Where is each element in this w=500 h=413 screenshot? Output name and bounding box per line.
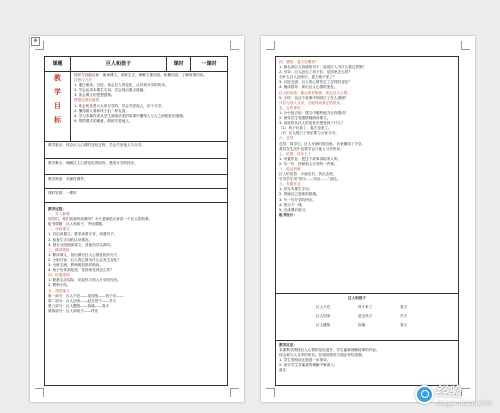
crop-mark xyxy=(461,41,470,50)
text-line: 3. 体会课文的思想感情。 xyxy=(74,93,115,98)
text-line: 引导学生用“因为……所以……”说话。 xyxy=(279,177,341,182)
board-cell: 巨人回来 xyxy=(316,314,331,318)
crop-mark xyxy=(230,41,239,50)
text-line: 一、导入新课 xyxy=(48,212,70,217)
text-line: 为什么巨人回来后，春天就不见了？ xyxy=(279,75,337,80)
text-line: 情感态度价值观： xyxy=(74,98,103,103)
crop-mark xyxy=(35,388,44,397)
goals-body xyxy=(74,73,224,124)
board-cell: 拆墙 xyxy=(358,323,366,327)
board-cell: 赶走孩子 xyxy=(358,314,373,318)
board-cell: 巨人醒悟 xyxy=(316,323,331,327)
text-line: 2. 引导：巨人赶走了孩子们，花园里怎么样？ xyxy=(279,70,352,75)
text-line: 四、拓展延伸 xyxy=(48,273,70,278)
hours-value: 一课时 xyxy=(201,61,217,67)
blackboard-design xyxy=(276,293,458,341)
teaching-goals-section xyxy=(45,71,227,142)
continued-process xyxy=(279,60,455,218)
text-line: （2）巨人明白了快乐要与大家分享。 xyxy=(279,131,339,136)
text-line: 3. 指名分段朗读课文，其他同学认真听。 xyxy=(48,242,114,247)
text-line: 1. 学生的朗读还需进一步指导。 xyxy=(279,358,331,363)
text-line: 板书设计： xyxy=(279,212,297,217)
watermark-text xyxy=(437,381,492,407)
text-line: 2. 背诵自己喜欢的段落。 xyxy=(279,192,320,197)
lesson-plan-table xyxy=(44,56,228,386)
text-line: 4. 朗读指导：读出巨人心情的变化。 xyxy=(279,85,338,90)
text-line: 5. 完成课后练习。 xyxy=(279,207,309,212)
text-line: 知识与技能目标：朗读课文，读准生字，理解主要词语，积累词语，了解故事内容。 xyxy=(74,73,207,77)
text-line: 我们在生活中也要学会与他人分享快乐。 xyxy=(279,146,344,151)
goals-char: 标 xyxy=(54,116,61,124)
text-line: 1. 默读课文，找出描写巨人心情变化的句子。 xyxy=(48,252,121,257)
text-line: 教学重点：体会巨人心情的变化过程，学会关爱他人与分享。 xyxy=(48,143,146,147)
preparation-row xyxy=(45,175,227,189)
text-line: 1. 体会快乐是与大家分享的，学会关爱他人，乐于分享。 xyxy=(74,103,165,108)
text-line: 七、拓展：快乐王子 xyxy=(279,151,312,156)
text-line: 板书课题：巨人和孩子，齐读课题。 xyxy=(48,222,106,227)
text-line: 六、总结 xyxy=(279,136,294,141)
text-line: 教学准备：多媒体课件。 xyxy=(48,177,88,181)
text-line: 2. 写一写：你和别人分享的一件事。 xyxy=(279,161,338,166)
text-line: （1）孩子们来了，春天也来了。 xyxy=(279,126,332,131)
hours-label: 课时 xyxy=(167,57,191,71)
text-line: 3. 说说你从巨人的变化中感受到了什么？ xyxy=(279,121,345,126)
text-line: 1. 联系生活实际，说说你与别人分享的经历。 xyxy=(48,278,121,283)
text-line: 2. 教师小结。 xyxy=(48,283,71,288)
lesson-plan-continued xyxy=(275,56,459,386)
header-row xyxy=(45,57,227,72)
text-line: 1. 自由读课文，要求读准字音，读通句子。 xyxy=(48,232,118,237)
crop-mark xyxy=(230,388,239,397)
text-line: 第一部分：巨人不在——花园里——孩子们—— xyxy=(48,293,124,298)
crop-mark xyxy=(266,41,275,50)
key-points-row xyxy=(45,141,227,159)
board-cell: 冬天 xyxy=(400,314,408,318)
text-line: 2. 学会运用本课生字词，学会找出重点段落。 xyxy=(74,88,147,93)
teaching-process xyxy=(48,207,224,314)
text-line: 五、课堂练习 xyxy=(48,288,70,293)
text-line: 九、布置作业 xyxy=(279,182,301,187)
text-line: 4. 领悟课文的寓意，做到关爱他人。 xyxy=(74,118,133,123)
text-line: 体会到与人分享的快乐。在朗读指导方面还有待加强。 xyxy=(279,353,366,358)
text-line: 八、说话训练 xyxy=(279,166,301,171)
text-line: 1. 指名读巨人拆墙的句子，说说巨人为什么要这样做？ xyxy=(279,65,367,70)
text-line: 2. 懂得做人要和孩子们一样友善。 xyxy=(74,108,129,113)
text-line: 2. 指导学生有感情地朗读课文。 xyxy=(279,116,331,121)
schedule-row xyxy=(45,189,227,203)
text-line: 教学难点：理解巨人心情变化的原因，感受分享的快乐。 xyxy=(48,161,138,165)
text-line: 二、初读课文 xyxy=(48,227,70,232)
text-line: 4. 孩子们来到花园，花园里变得怎么样？ xyxy=(48,268,114,273)
difficulty-row xyxy=(45,159,227,175)
text-line: 3. 写一写分享的快乐。 xyxy=(279,197,316,202)
text-line: 只有与别人分享，才能得到真正的快乐。 xyxy=(279,100,344,105)
text-line: 四、感悟：春天在哪里？ xyxy=(279,60,319,64)
text-line: 1. 分小组讨论：课文中哪些地方让你感动？ xyxy=(279,110,349,115)
text-line: 3. 全班交流，教师相机指导朗读。 xyxy=(48,263,103,268)
text-line: 1. 布置作业：把这个故事讲给家人听。 xyxy=(279,156,342,161)
text-line: 1. 抄写本课生字词。 xyxy=(279,187,313,192)
text-line: 2. 检查生字词的认读情况。 xyxy=(48,237,93,242)
board-cell: 巨人不在 xyxy=(316,305,331,309)
text-line: 备注： xyxy=(279,368,290,373)
text-line: 4. 预习下一课。 xyxy=(279,202,306,207)
text-line: 5. 小结：从这个故事中你明白了什么道理？ xyxy=(279,95,349,100)
text-line: 五、合作探究 xyxy=(279,105,301,110)
baidu-paw-logo-icon xyxy=(415,385,434,404)
text-line: 第四部分：巨人和孩子——快乐 xyxy=(48,308,99,313)
watermark-url: jingyan.baidu.com xyxy=(436,400,492,407)
text-line: 三、精读感悟 xyxy=(48,247,70,252)
text-line: 2. 部分学生对寓意的理解不够深入。 xyxy=(279,363,338,368)
document-page-1 xyxy=(30,36,244,402)
text-line: 第二部分：巨人回来——赶走孩子——冬天 xyxy=(48,298,117,303)
goals-char: 目 xyxy=(54,102,61,110)
teaching-reflection xyxy=(279,343,455,374)
text-line: 巨人的话语：重点指导朗读，体会巨人心情。 xyxy=(279,90,351,95)
table-move-handle-icon[interactable]: ✥ xyxy=(31,37,40,46)
text-line: 教学反思： xyxy=(279,343,297,347)
crop-mark xyxy=(266,388,275,397)
board-cell: 春天 xyxy=(400,305,408,309)
baidu-jingyan-watermark xyxy=(415,381,492,407)
document-page-2 xyxy=(261,36,475,402)
text-line: 3. 讨论交流：巨人的心情发生了怎样的变化？ xyxy=(279,80,352,85)
topic-label: 课题 xyxy=(45,57,71,71)
text-line: 巨人的话语：小朋友们，快出去吧。 xyxy=(279,172,337,177)
text-line: 课时安排：一课时 xyxy=(48,191,77,195)
board-cell: 春天 xyxy=(400,323,408,327)
text-line: 本课教学围绕巨人心情的变化展开，学生能够理解故事的内容， xyxy=(279,348,380,353)
watermark-main: 经验 xyxy=(436,385,463,400)
text-line: 总结：同学们，巨人开始时很自私，后来懂得了分享。 xyxy=(279,141,366,146)
goals-char: 学 xyxy=(54,88,61,96)
lesson-title: 巨人和孩子 xyxy=(71,57,167,71)
goals-char: 教 xyxy=(54,74,61,82)
text-line: 第三部分：巨人醒悟——拆墙——春天 xyxy=(48,303,110,308)
text-line: 2. 小组讨论：巨人的心情为什么会发生变化？ xyxy=(48,257,121,262)
text-line: 3. 学习本课作者从学生喜闻乐见的故事中懂得人与人之间相处的道理。 xyxy=(74,113,187,118)
board-title: 巨人和孩子 xyxy=(348,296,366,300)
board-cell: 孩子来了 xyxy=(358,305,373,309)
text-line: 教学过程： xyxy=(48,207,66,211)
text-line: 过程与方法： xyxy=(74,78,96,83)
text-line: 1. 通过朗读、讨论，体会巨人的变化，认识到分享的快乐。 xyxy=(74,83,169,88)
goals-side-label xyxy=(45,71,71,141)
text-line: 同学们，你们喜欢听故事吗？今天老师给大家讲一个巨人的故事。 xyxy=(48,217,153,222)
